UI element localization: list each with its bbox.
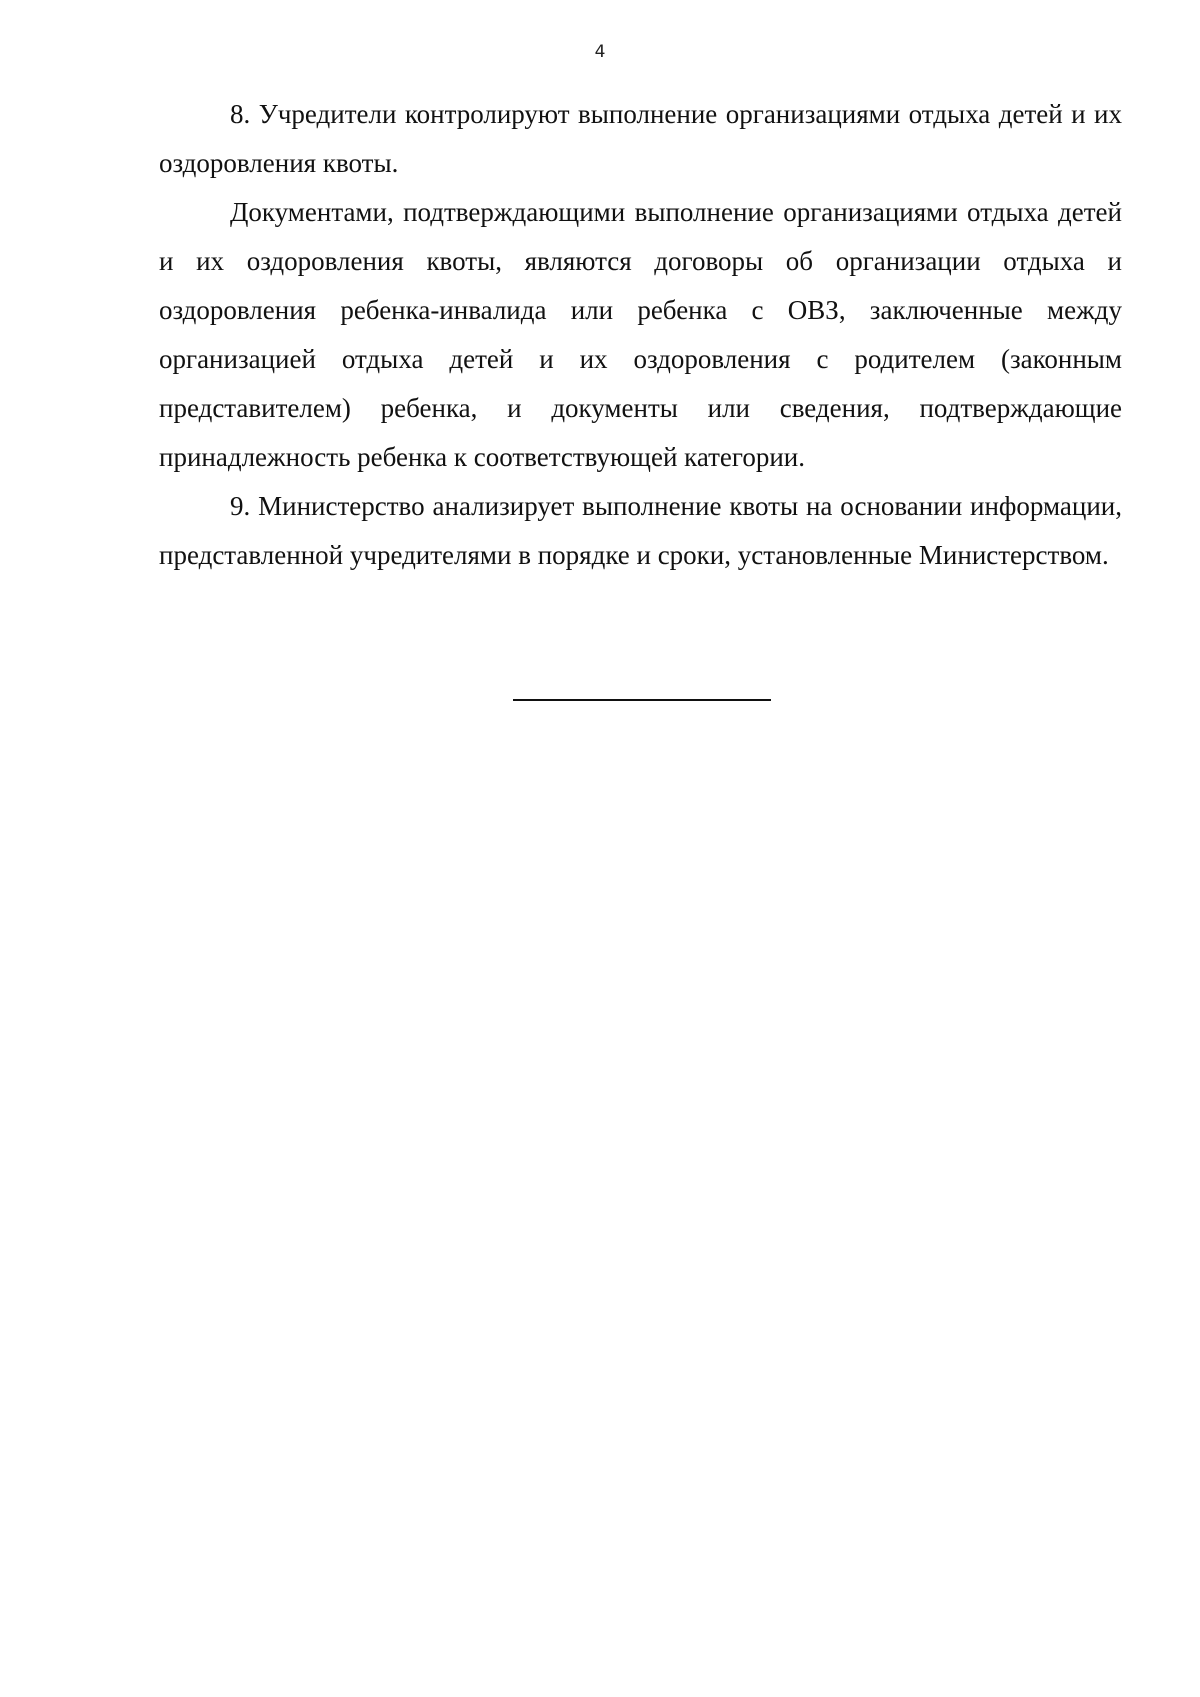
paragraph-item-9: 9. Министерство анализирует выполнение квоты на основании информации, представленной учредителями в порядке и сроки, установленные Министерством. xyxy=(159,491,1122,570)
page-number: 4 xyxy=(594,42,606,62)
paragraph-item-8: 8. Учредители контролируют выполнение организациями отдыха детей и их оздоровления квоты. xyxy=(159,99,1122,178)
paragraph-documents: Документами, подтверждающими выполнение организациями отдыха детей и их оздоровления квоты, являются договоры об организации отдыха и оздоровления ребенка-инвалида или ребенка с ОВЗ, заключенные между организацией отдыха детей и их оздоровления с родителем (законным представителем) ребенка, и документы или сведения, подтверждающие принадлежность ребенка к соответствующей категории. xyxy=(159,197,1122,472)
end-of-document-rule xyxy=(513,699,771,701)
document-body xyxy=(159,90,1122,580)
